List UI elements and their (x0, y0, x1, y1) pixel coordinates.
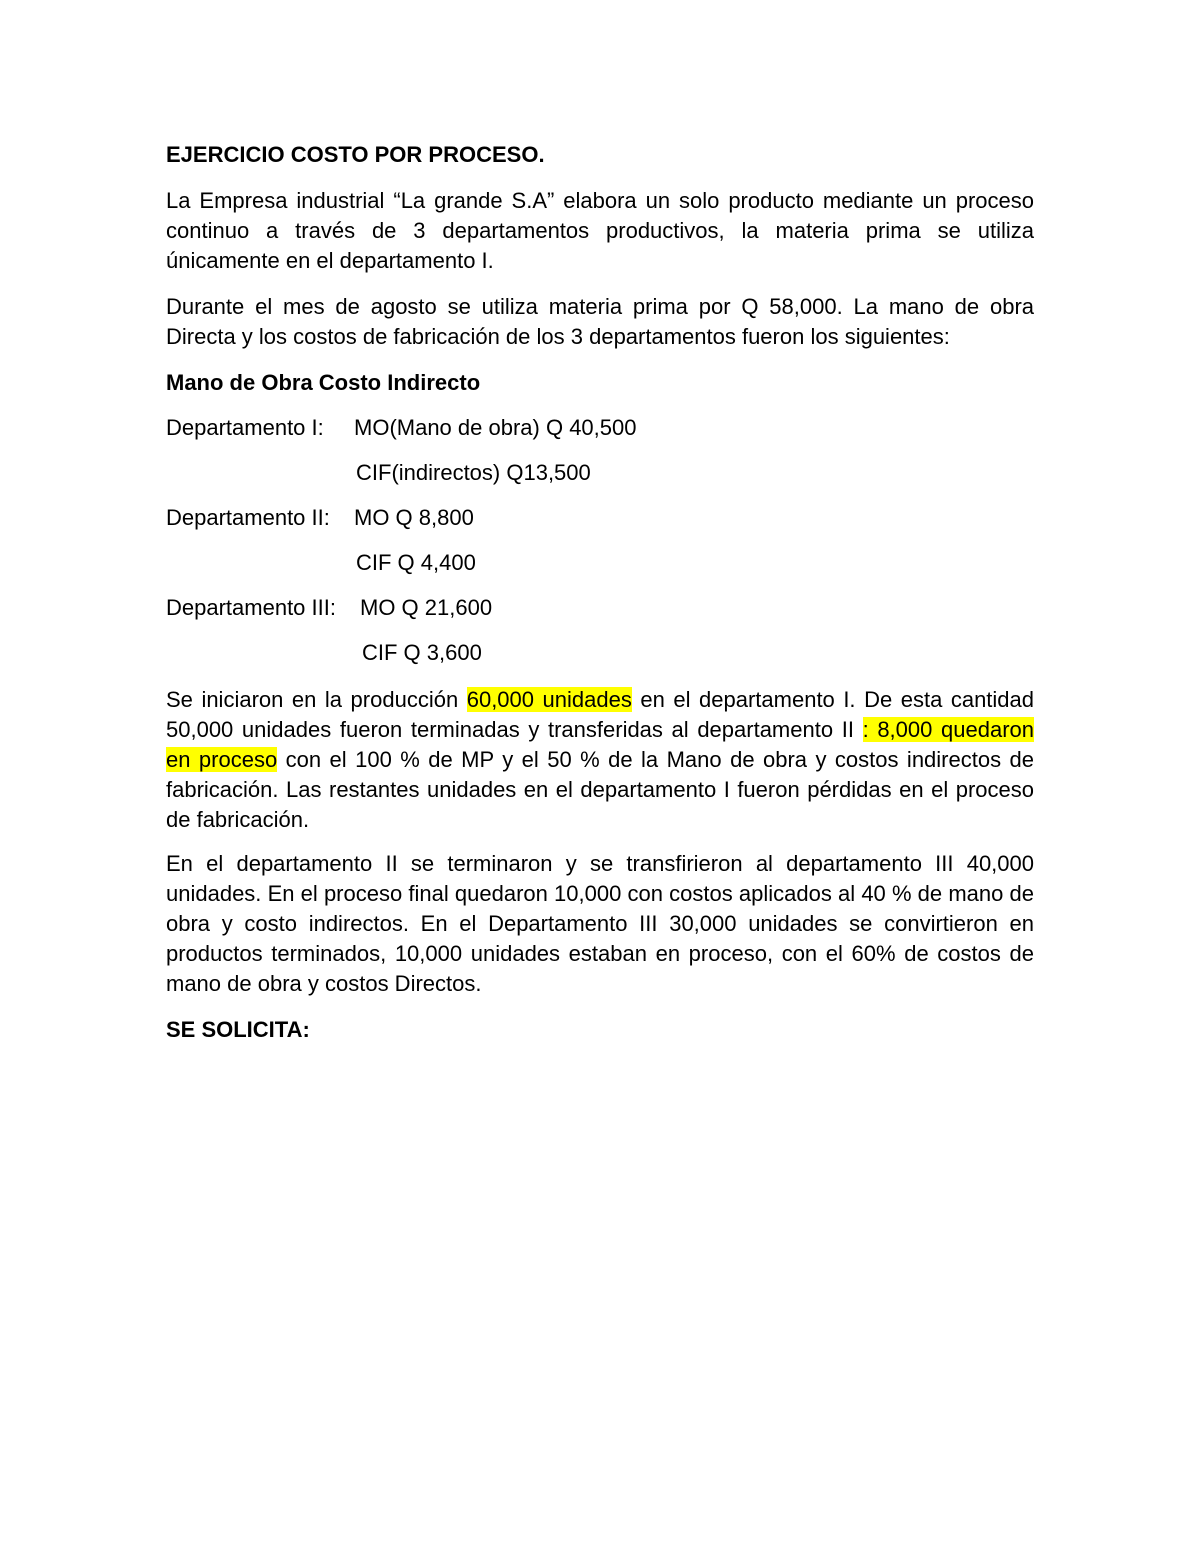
production-text-2: en el departamento I. De esta cantidad 50,000 unidades fueron terminadas y transferidas al departamento II (166, 687, 1035, 742)
department-costs (166, 413, 1034, 668)
dept-3-label: Departamento III: (166, 595, 336, 620)
dept-2-cif: CIF Q 4,400 (356, 550, 476, 575)
departments-2-3-paragraph: En el departamento II se terminaron y se transfirieron al departamento III 40,000 unidades. En el proceso final quedaron 10,000 con costos aplicados al 40 % de mano de obra y costo indirectos. En el Departamento III 30,000 unidades se convirtieron en productos terminados, 10,000 unidades estaban en proceso, con el 60% de costos de mano de obra y costos Directos. (166, 851, 1034, 996)
highlight-units-in-process: : 8,000 quedaron en proceso (166, 717, 1034, 772)
materia-prima-paragraph: Durante el mes de agosto se utiliza materia prima por Q 58,000. La mano de obra Directa y los costos de fabricación de los 3 departamentos fueron los siguientes: (166, 294, 1034, 349)
production-paragraph (166, 685, 1034, 835)
dept-2-cif-line (166, 548, 1034, 578)
dept-2-mo: MO Q 8,800 (354, 505, 474, 530)
production-text-3: con el 100 % de MP y el 50 % de la Mano de obra y costos indirectos de fabricación. Las restantes unidades en el departamento I fueron pérdidas en el proceso de fabricación. (166, 747, 1034, 832)
intro-paragraph: La Empresa industrial “La grande S.A” elabora un solo producto mediante un proceso continuo a través de 3 departamentos productivos, la materia prima se utiliza únicamente en el departamento I. (166, 188, 1034, 273)
dept-1-mo: MO(Mano de obra) Q 40,500 (354, 415, 637, 440)
cost-heading: Mano de Obra Costo Indirecto (166, 370, 481, 395)
dept-1-label: Departamento I: (166, 415, 324, 440)
dept-1-mo-line (166, 413, 1034, 443)
dept-2-label: Departamento II: (166, 505, 330, 530)
production-text-1: Se iniciaron en la producción (166, 687, 467, 712)
highlight-units-started: 60,000 unidades (466, 687, 632, 712)
dept-3-cif: CIF Q 3,600 (362, 640, 482, 665)
dept-3-mo: MO Q 21,600 (360, 595, 493, 620)
dept-1-cif: CIF(indirectos) Q13,500 (356, 460, 591, 485)
request-heading: SE SOLICITA: (166, 1017, 310, 1042)
dept-1-cif-line (166, 458, 1034, 488)
dept-2-mo-line (166, 503, 1034, 533)
document-page (166, 140, 1034, 1045)
document-title: EJERCICIO COSTO POR PROCESO. (166, 142, 545, 167)
dept-3-cif-line (166, 638, 1034, 668)
dept-3-mo-line (166, 593, 1034, 623)
